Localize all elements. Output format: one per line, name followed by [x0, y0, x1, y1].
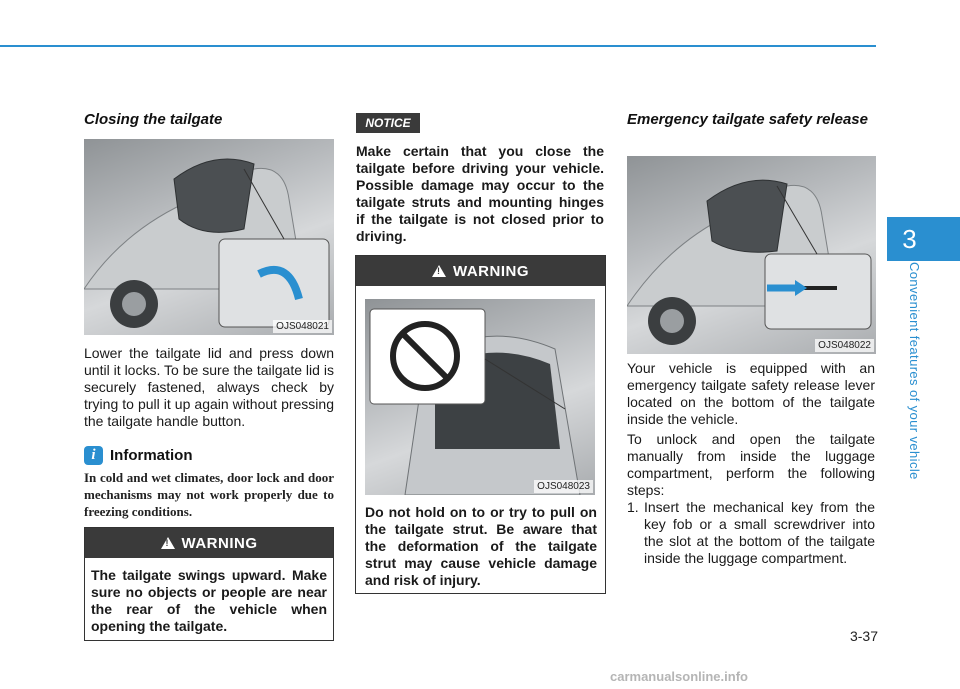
- warning-text: Do not hold on to or try to pull on the tailgate strut. Be aware that the deformation of the tailgate strut may cause vehicle damage and risk of injury.: [365, 504, 597, 588]
- warning-box-left: [84, 527, 334, 641]
- image-code: OJS048023: [534, 480, 593, 493]
- step-number: 1.: [627, 499, 639, 515]
- warning-header: [85, 528, 333, 558]
- info-icon: i: [84, 446, 103, 465]
- top-rule: [0, 45, 876, 47]
- warning-title: WARNING: [453, 262, 529, 280]
- warning-header: [356, 256, 605, 286]
- footer-watermark[interactable]: carmanualsonline.info: [610, 669, 748, 684]
- chapter-title: Convenient features of your vehicle: [907, 262, 922, 480]
- step-text: Insert the mechanical key from the key fob or a small screwdriver into the slot at the bottom of the tailgate inside the luggage compartment.: [644, 499, 875, 566]
- emergency-release-heading: Emergency tailgate safety release: [627, 111, 868, 128]
- notice-text: Make certain that you close the tailgate before driving your vehicle. Possible damage may occur to the tailgate struts and mounting hinges if the tailgate is not closed prior to driving.: [356, 143, 604, 244]
- emergency-paragraph-1: Your vehicle is equipped with an emergency tailgate safety release lever located on the bottom of the tailgate inside the vehicle.: [627, 360, 875, 427]
- chapter-number: 3: [902, 224, 917, 254]
- tailgate-strut-illustration: [365, 299, 595, 495]
- image-code: OJS048021: [273, 320, 332, 333]
- warning-triangle-icon: [432, 265, 446, 277]
- info-label: Information: [110, 447, 193, 464]
- page-number: 3-37: [849, 628, 878, 644]
- warning-triangle-icon: [161, 537, 175, 549]
- warning-text: The tailgate swings upward. Make sure no objects or people are near the rear of the vehicle when opening the tailgate.: [91, 567, 327, 634]
- emergency-release-photo: [627, 156, 876, 354]
- emergency-paragraph-2: To unlock and open the tailgate manually from inside the luggage compartment, perform the following steps:: [627, 431, 875, 498]
- warning-box-middle: [355, 255, 606, 594]
- tailgate-strut-photo: [365, 299, 595, 495]
- car-tailgate-illustration: [84, 139, 334, 335]
- info-text: In cold and wet climates, door lock and door mechanisms may not work properly due to freezing conditions.: [84, 470, 334, 519]
- image-code: OJS048022: [815, 339, 874, 352]
- closing-paragraph: Lower the tailgate lid and press down until it locks. To be sure the tailgate lid is securely fastened, always check by trying to pull it up again without pressing the tailgate handle button.: [84, 345, 334, 429]
- closing-tailgate-photo: [84, 139, 334, 335]
- notice-badge: NOTICE: [356, 113, 420, 133]
- warning-title: WARNING: [181, 534, 258, 552]
- closing-tailgate-heading: Closing the tailgate: [84, 111, 223, 128]
- emergency-release-illustration: [627, 156, 876, 354]
